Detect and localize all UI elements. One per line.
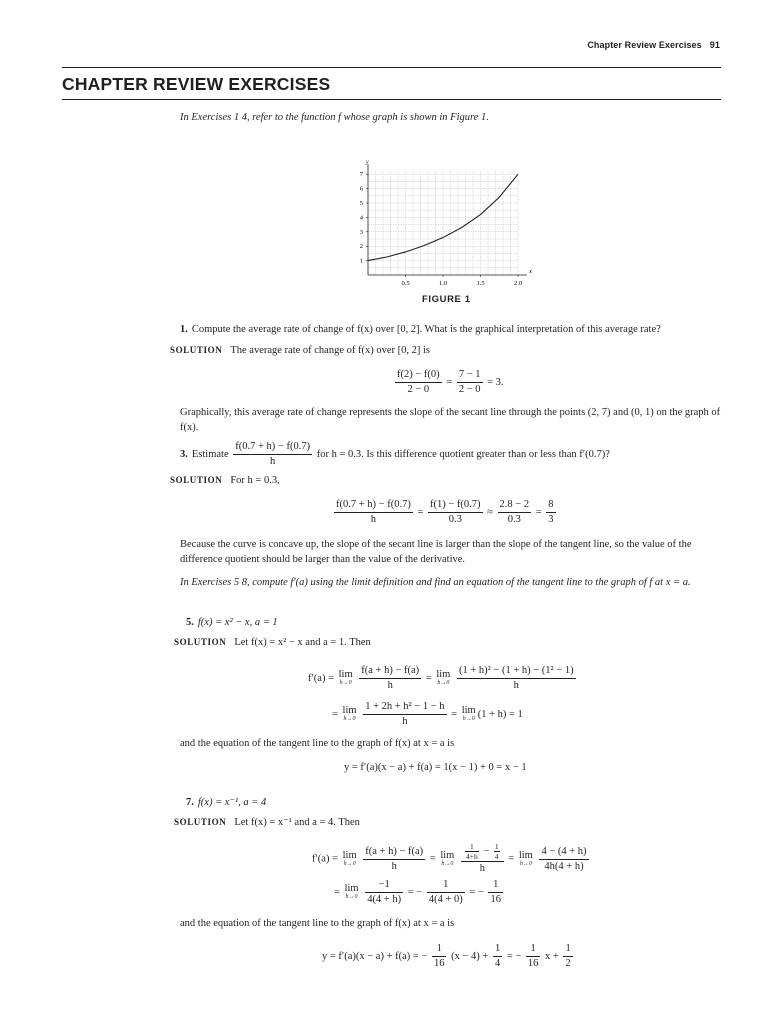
question-text: for h = 0.3. Is this difference quotient greater than or less than f′(0.7)? bbox=[316, 448, 610, 460]
fraction: $\frac{8}{3}$ bbox=[548, 499, 554, 525]
equation-mid: (x − 4) + bbox=[451, 950, 489, 962]
x-axis-label: x bbox=[529, 269, 532, 275]
y-axis-label: y bbox=[366, 159, 369, 166]
y-tick-label: 7 bbox=[359, 171, 363, 179]
exercise-3-equation: $\frac{f(0.7 + h) - f(0.7)}{h}$ = $\frac{f(1) - f(0.7)}{0.3}$ ≈ $\frac{2.8 - 2}{0.3}$ = $\frac{8}{3}$ bbox=[336, 499, 554, 525]
x-tick-label: 1.0 bbox=[438, 280, 448, 287]
fraction: $\frac{4 - (4 + h)}{4h(4 + h)}$ bbox=[541, 845, 587, 872]
exercise-3-question bbox=[180, 440, 610, 469]
limit-tail: (1 + h) = 1 bbox=[477, 708, 523, 720]
solution-text: The average rate of change of f(x) over [0, 2] is bbox=[230, 345, 431, 356]
limit: lim h→0 bbox=[338, 669, 353, 686]
exercise-3-explanation: Because the curve is concave up, the slope of the secant line is larger than the slope of the tangent line, so the value of the difference quotient should be larger than the value of the derivative. bbox=[180, 539, 692, 565]
exercise-1-equation: $\frac{f(2) - f(0)}{2 - 0}$ = $\frac{7 - 1}{2 - 0}$ = 3. bbox=[397, 369, 504, 395]
fraction: $\frac{1}{4(4 + 0)}$ bbox=[428, 879, 463, 905]
exercise-number: 1. bbox=[180, 324, 188, 335]
lhs: f′(a) = bbox=[312, 853, 338, 865]
equation-x: x + bbox=[545, 950, 559, 962]
fraction: $\frac{f(a + h) - f(a)}{h}$ bbox=[361, 665, 420, 691]
exercise-1-solution bbox=[170, 345, 430, 356]
exercise-5-tangent-intro: and the equation of the tangent line to the graph of f(x) at x = a is bbox=[180, 738, 455, 749]
question-text: Compute the average rate of change of f(x) over [0, 2]. What is the graphical interpretation of this average rate? bbox=[191, 324, 661, 335]
header-rule bbox=[62, 67, 721, 68]
equation-eq: = − bbox=[506, 950, 522, 962]
y-tick-label: 3 bbox=[359, 228, 363, 236]
running-header bbox=[587, 40, 720, 50]
equation-result: = 3. bbox=[487, 376, 504, 388]
fraction: $\frac{f(a + h) - f(a)}{h}$ bbox=[365, 845, 424, 872]
solution-label: SOLUTION bbox=[174, 637, 227, 647]
figure-caption: FIGURE 1 bbox=[422, 294, 471, 305]
exercise-5-tangent-equation: y = f′(a)(x − a) + f(a) = 1(x − 1) + 0 = x − 1 bbox=[344, 762, 527, 773]
fraction: $\frac{1}{4+h}$ − $\frac{1}{4}$ h bbox=[461, 842, 504, 876]
solution-label: SOLUTION bbox=[170, 475, 223, 485]
x-tick-label: 0.5 bbox=[401, 280, 410, 287]
small-fraction: $\frac{1}{4+h}$ bbox=[465, 842, 478, 861]
x-tick-label: 1.5 bbox=[476, 280, 485, 287]
running-title: Chapter Review Exercises bbox=[587, 40, 702, 50]
fraction: $\frac{7 - 1}{2 - 0}$ bbox=[458, 369, 481, 395]
exercises-intro-1-4: In Exercises 1 4, refer to the function f whose graph is shown in Figure 1. bbox=[180, 112, 489, 123]
fraction: $\frac{f(2) - f(0)}{2 - 0}$ bbox=[397, 369, 440, 395]
exercise-7-problem bbox=[186, 796, 266, 808]
exercise-7-derivative-line-2: = lim h→0 $\frac{-1}{4(4 + h)}$ = − $\frac{1}{4(4 + 0)}$ = − $\frac{1}{16}$ bbox=[334, 879, 501, 905]
y-tick-label: 2 bbox=[359, 243, 363, 251]
equation-lhs: y = f′(a)(x − a) + f(a) = − bbox=[322, 950, 428, 962]
exercise-7-derivative-line-1: f′(a) = lim h→0 $\frac{f(a + h) - f(a)}{h}$ = lim h→0 $\frac{1}{4+h}$ − $\frac{1}{4}$ h = lim h→0 $\frac{4 - (4 + h)}{4h(4 + h)}$ bbox=[312, 842, 587, 874]
exercise-5-solution bbox=[174, 637, 371, 648]
limit: lim h→0 bbox=[436, 669, 451, 686]
question-lead: Estimate bbox=[191, 448, 229, 460]
exercise-5-problem bbox=[186, 617, 278, 628]
page-number: 91 bbox=[709, 40, 720, 50]
exercises-intro-5-8: In Exercises 5 8, compute f′(a) using the limit definition and find an equation of the tangent line to the graph of f at x = a. bbox=[180, 577, 691, 588]
chapter-title: CHAPTER REVIEW EXERCISES bbox=[62, 74, 331, 94]
exercise-7-tangent-intro: and the equation of the tangent line to the graph of f(x) at x = a is bbox=[180, 918, 455, 929]
exercise-number: 5. bbox=[186, 617, 194, 628]
small-fraction: $\frac{1}{4}$ bbox=[494, 842, 499, 861]
solution-text: Let f(x) = x² − x and a = 1. Then bbox=[234, 637, 371, 648]
fraction: $\frac{1}{4}$ bbox=[494, 943, 501, 969]
limit: lim h→0 bbox=[440, 849, 455, 867]
fraction: $\frac{-1}{4(4 + h)}$ bbox=[367, 879, 402, 905]
solution-text: For h = 0.3, bbox=[230, 475, 280, 486]
exercise-1-question bbox=[180, 322, 722, 337]
x-tick-label: 2.0 bbox=[513, 280, 523, 287]
fraction: $\frac{1}{16}$ bbox=[433, 943, 445, 969]
exercise-3-solution bbox=[170, 475, 280, 486]
y-tick-label: 1 bbox=[359, 257, 363, 265]
fraction: $\frac{2.8 - 2}{0.3}$ bbox=[499, 499, 530, 525]
exercise-number: 3. bbox=[180, 448, 188, 460]
exercise-7-tangent-equation bbox=[322, 942, 575, 971]
y-tick-label: 5 bbox=[359, 200, 363, 207]
y-tick-label: 6 bbox=[359, 185, 363, 193]
title-rule bbox=[62, 99, 721, 100]
exercise-5-derivative-line-1: f′(a) = lim h→0 $\frac{f(a + h) - f(a)}{h}$ = lim h→0 $\frac{\text{(1 + h)² − (1 + h) − (1² − 1)}}{h}$ bbox=[308, 665, 574, 691]
limit: lim h→0 bbox=[461, 705, 476, 722]
solution-label: SOLUTION bbox=[174, 817, 227, 827]
limit: lim h→0 bbox=[342, 849, 357, 867]
fraction: $\frac{\text{1 + 2h + h² − 1 − h}}{h}$ bbox=[365, 701, 445, 727]
lhs: f′(a) = bbox=[308, 672, 334, 684]
problem-text: f(x) = x² − x, a = 1 bbox=[197, 617, 278, 628]
fraction: $\frac{f(1) - f(0.7)}{0.3}$ bbox=[430, 499, 481, 525]
fraction: $\frac{1}{16}$ bbox=[490, 879, 501, 905]
exercise-1-explanation: Graphically, this average rate of change represents the slope of the secant line through the points (2, 7) and (0, 1) on the graph of f(x). bbox=[180, 407, 721, 433]
figure-1-graph bbox=[340, 155, 540, 295]
fraction: $\frac{f(0.7 + h) - f(0.7)}{h}$ bbox=[235, 441, 311, 467]
y-tick-label: 4 bbox=[359, 214, 363, 222]
exercise-5-derivative-line-2: = lim h→0 $\frac{\text{1 + 2h + h² − 1 − h}}{h}$ = lim h→0 (1 + h) = 1 bbox=[332, 701, 523, 727]
solution-label: SOLUTION bbox=[170, 345, 223, 355]
fraction: $\frac{\text{(1 + h)² − (1 + h) − (1² − 1)}}{h}$ bbox=[458, 665, 574, 691]
solution-text: Let f(x) = x⁻¹ and a = 4. Then bbox=[234, 817, 360, 828]
limit: lim h→0 bbox=[342, 705, 357, 722]
problem-text: f(x) = x⁻¹, a = 4 bbox=[197, 797, 267, 808]
exercise-7-solution bbox=[174, 816, 360, 828]
fraction: $\frac{1}{2}$ bbox=[565, 943, 571, 969]
fraction: $\frac{f(0.7 + h) - f(0.7)}{h}$ bbox=[336, 499, 411, 525]
fraction: $\frac{1}{16}$ bbox=[527, 943, 539, 969]
limit: lim h→0 bbox=[344, 883, 359, 900]
exercise-number: 7. bbox=[186, 797, 194, 808]
limit: lim h→0 bbox=[518, 849, 533, 867]
